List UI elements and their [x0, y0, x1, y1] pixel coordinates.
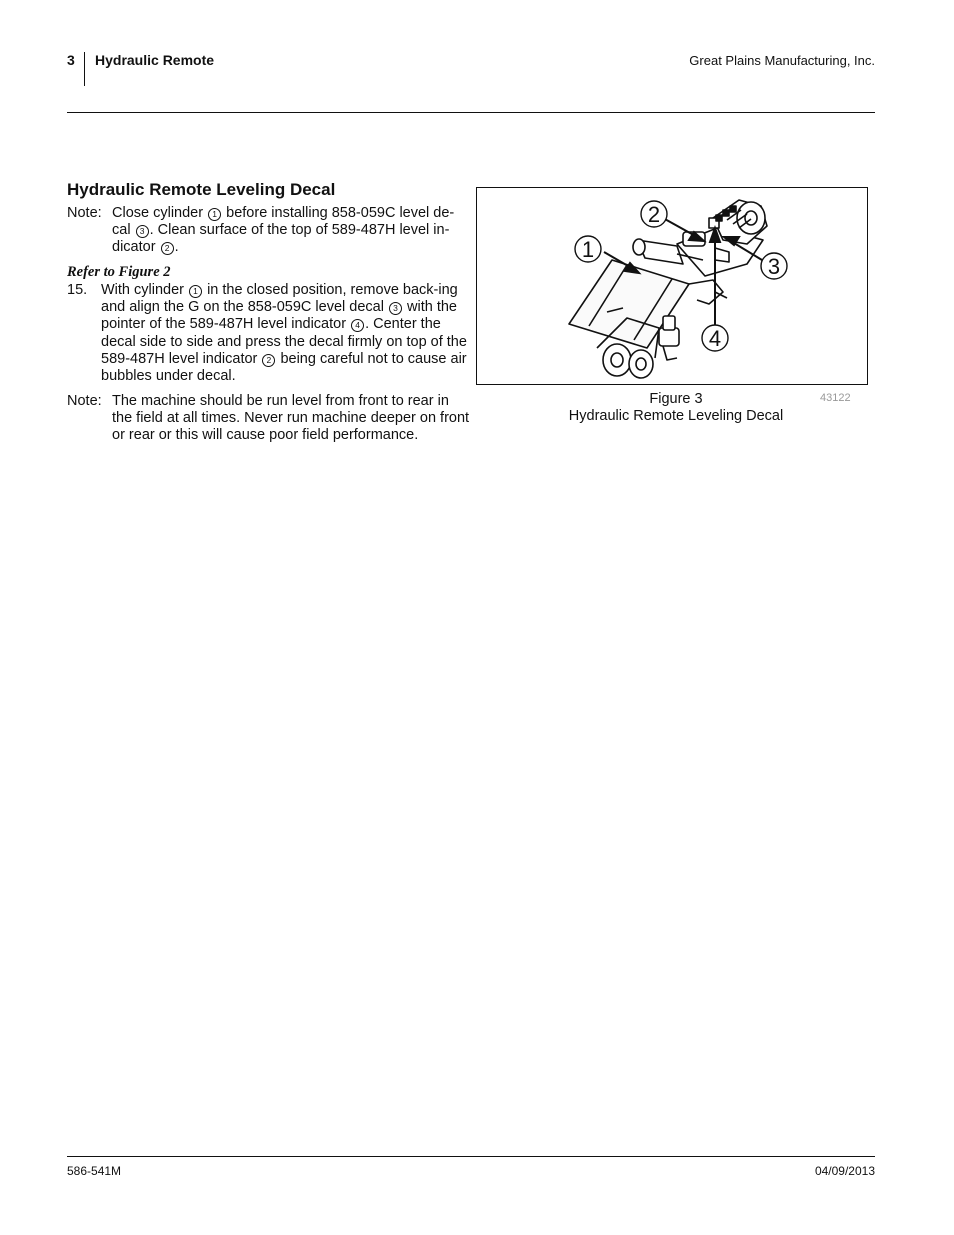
note-label: Note:	[67, 205, 102, 221]
callout-ref-1: 1	[189, 285, 202, 298]
footer-doc-number: 586-541M	[67, 1164, 122, 1178]
note-text: The machine should be run level from front to rear in the field at all times. Never run machine deeper on front or rear or this will cause poor field performance.	[112, 393, 470, 444]
header-section-title: Hydraulic Remote	[95, 52, 215, 68]
figure-frame	[476, 187, 868, 385]
note-label: Note:	[67, 393, 102, 409]
step-number: 15.	[67, 282, 88, 298]
callout-3-label: 3	[767, 254, 781, 279]
footer-date: 04/09/2013	[814, 1164, 875, 1178]
note-run-level	[67, 393, 472, 445]
step-text: With cylinder 1 in the closed position, remove back-ing and align the G on the 858-059C level decal 3 with the pointer of the 589-487H level indicator 4 . Center the decal side to side and press the decal firmly on top of the 589-487H level indicator 2 being careful not to cause air bubbles under decal.	[101, 282, 467, 385]
callout-4-label: 4	[708, 326, 722, 351]
figure-number: Figure 3	[649, 391, 703, 407]
step-15	[67, 282, 467, 385]
header-divider	[84, 52, 85, 86]
note-close-cylinder	[67, 205, 472, 257]
callout-ref-3: 3	[389, 302, 402, 315]
header-page-number: 3	[67, 52, 75, 68]
header-rule	[67, 112, 875, 113]
callout-ref-3: 3	[136, 225, 149, 238]
callout-ref-4: 4	[351, 319, 364, 332]
figure-image-id: 43122	[820, 392, 851, 404]
callout-ref-1: 1	[208, 208, 221, 221]
note-text: Close cylinder 1 before installing 858-059C level de-cal 3 . Clean surface of the top of 589-487H level in-dicator 2 .	[112, 205, 455, 256]
section-title: Hydraulic Remote Leveling Decal	[67, 180, 336, 199]
figure-title: Hydraulic Remote Leveling Decal	[568, 408, 784, 424]
header-company: Great Plains Manufacturing, Inc.	[689, 53, 875, 68]
callout-ref-2: 2	[262, 354, 275, 367]
hydraulic-cylinder-illustration	[477, 188, 867, 384]
footer-rule	[67, 1156, 875, 1157]
callout-2-label: 2	[647, 202, 661, 227]
callout-1-label: 1	[581, 237, 595, 262]
figure-reference: Refer to Figure 2	[67, 264, 171, 280]
callout-ref-2: 2	[161, 242, 174, 255]
